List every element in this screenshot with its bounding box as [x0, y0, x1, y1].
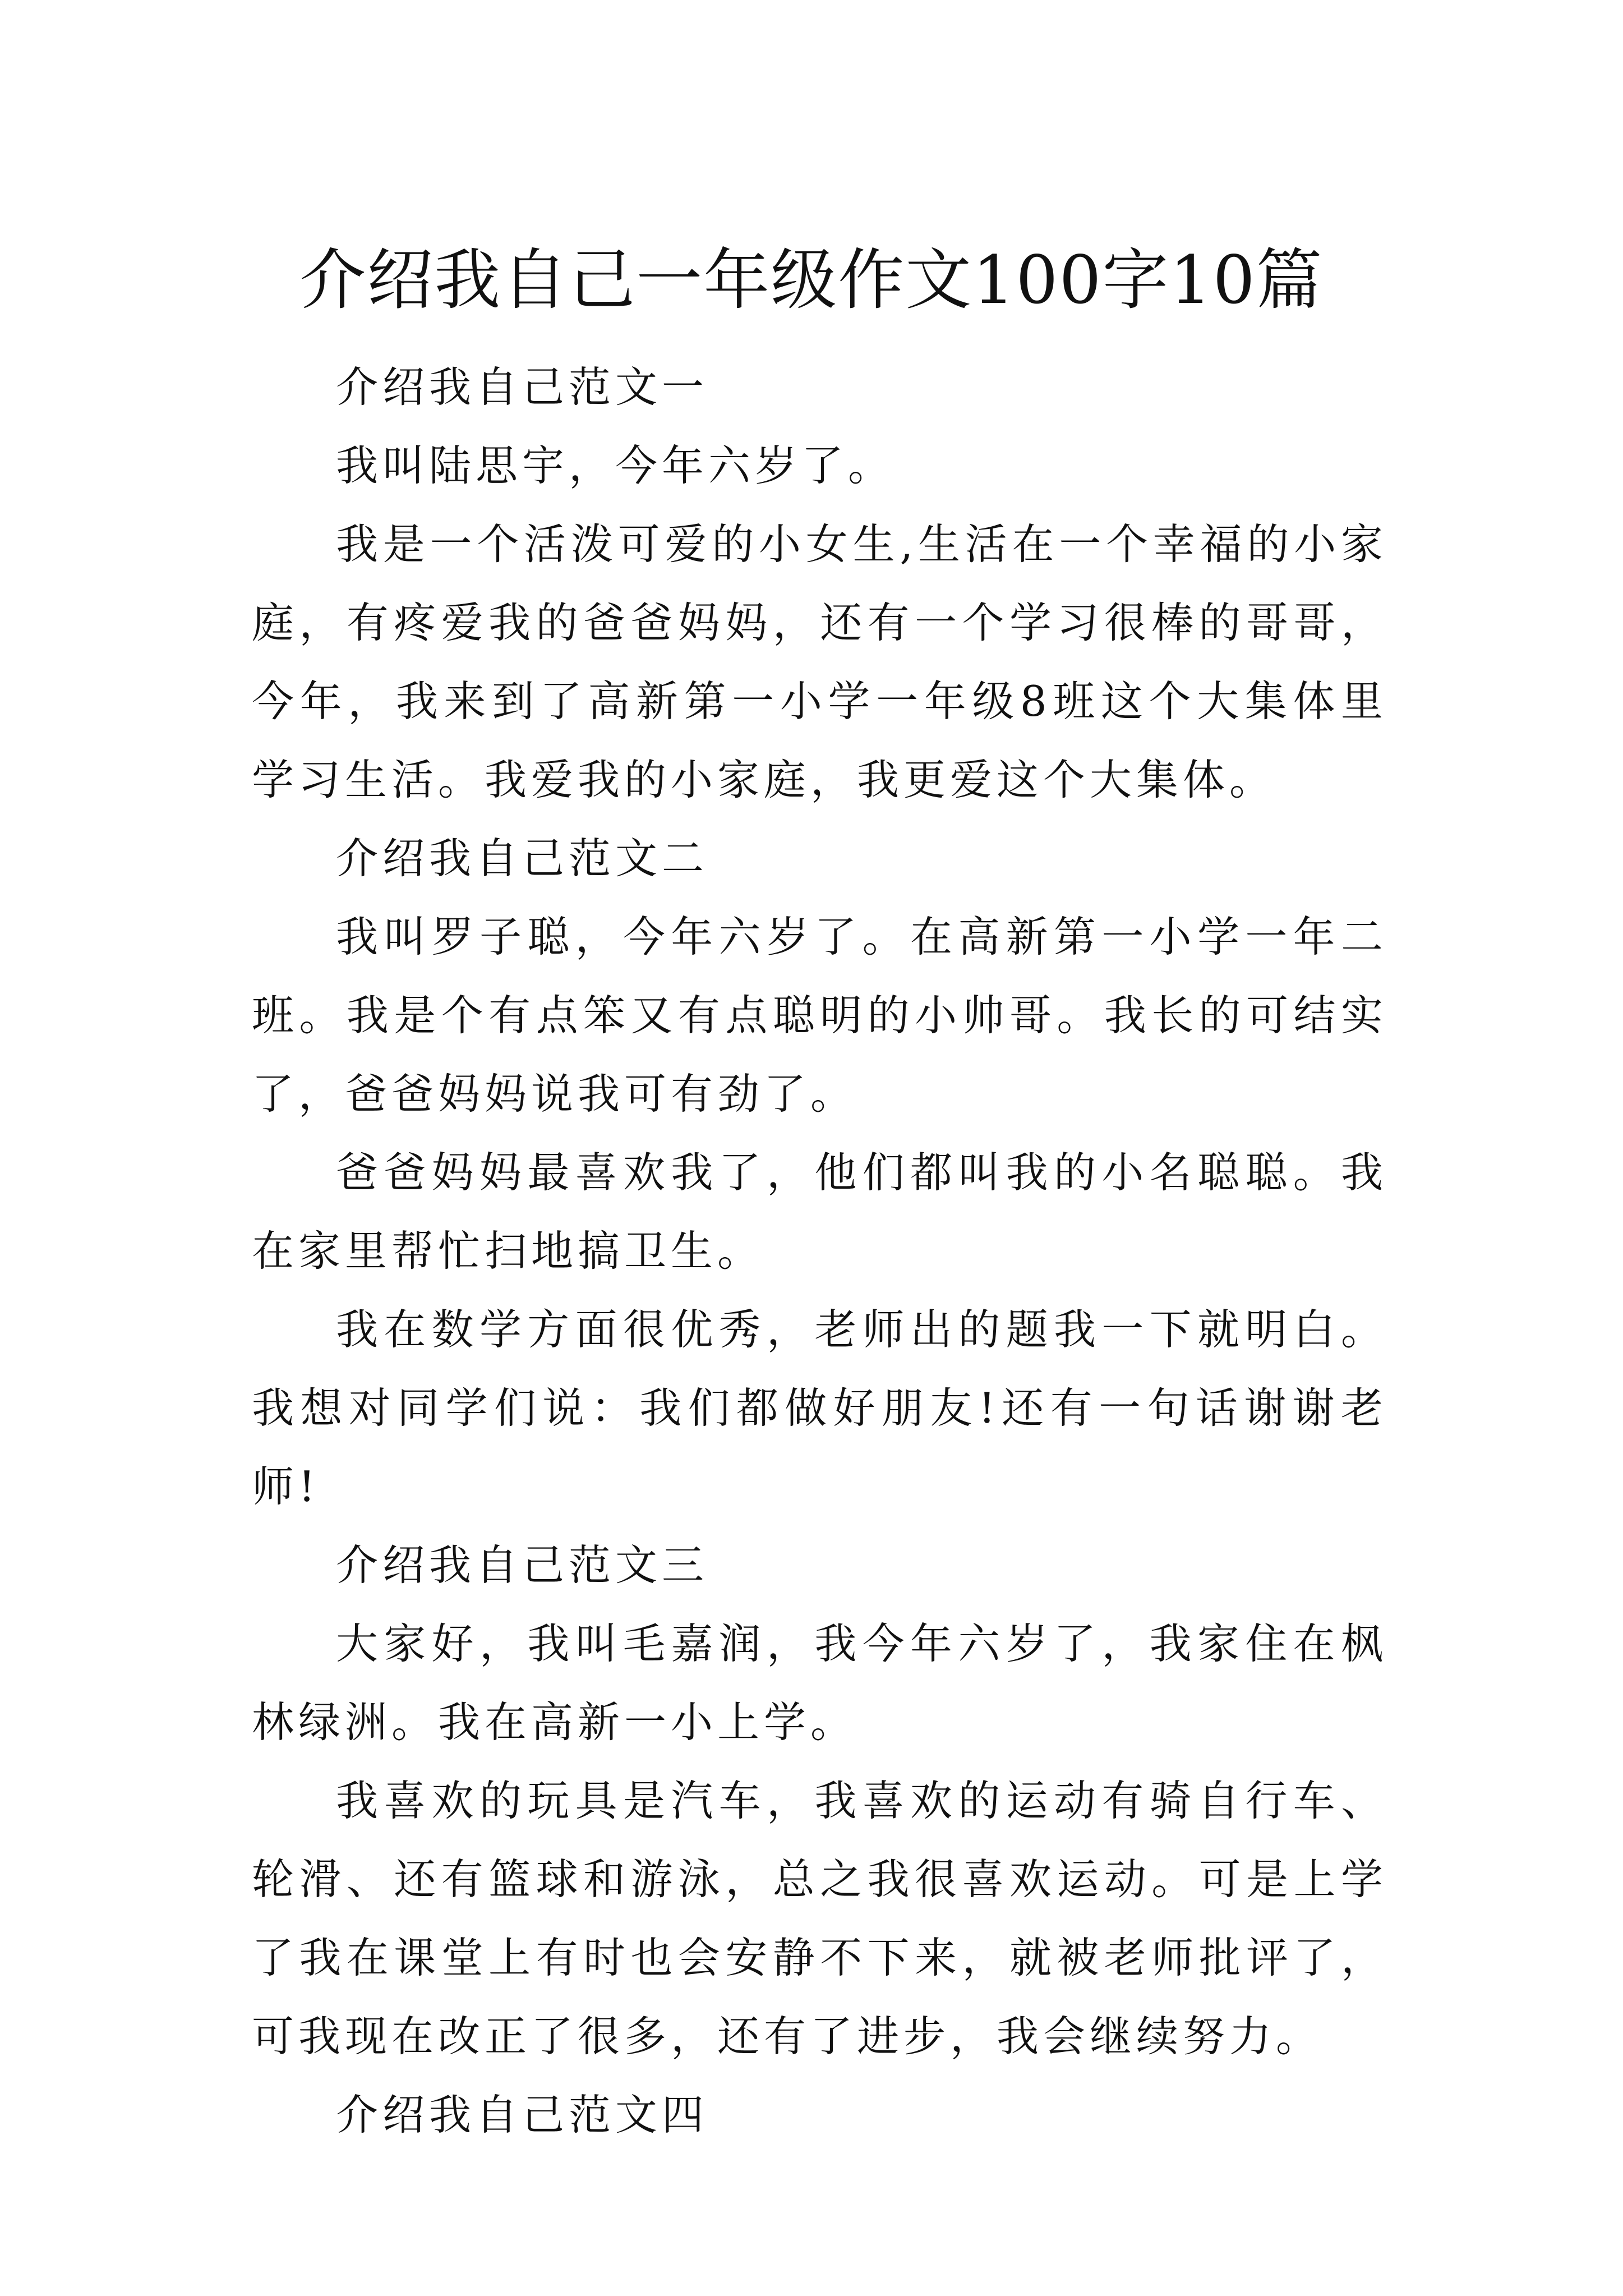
paragraph: 我喜欢的玩具是汽车，我喜欢的运动有骑自行车、轮滑、还有篮球和游泳，总之我很喜欢运动。可是上学了我在课堂上有时也会安静不下来，就被老师批评了，可我现在改正了很多，还有了进步，我会继续努力。: [252, 1776, 1387, 2061]
section-heading: 介绍我自己范文四: [336, 2090, 709, 2139]
section-heading: 介绍我自己范文一: [336, 362, 709, 412]
paragraph: 我是一个活泼可爱的小女生,生活在一个幸福的小家庭，有疼爱我的爸爸妈妈，还有一个学习很棒的哥哥，今年，我来到了高新第一小学一年级8班这个大集体里学习生活。我爱我的小家庭，我更爱这个大集体。: [252, 519, 1387, 804]
paragraph: 大家好，我叫毛嘉润，我今年六岁了，我家住在枫林绿洲。我在高新一小上学。: [252, 1619, 1387, 1747]
paragraph: 我叫陆思宇，今年六岁了。: [336, 441, 895, 490]
section-heading: 介绍我自己范文三: [336, 1540, 709, 1590]
document-body: [252, 348, 1387, 2154]
paragraph: 我叫罗子聪，今年六岁了。在高新第一小学一年二班。我是个有点笨又有点聪明的小帅哥。我长的可结实了，爸爸妈妈说我可有劲了。: [252, 912, 1387, 1119]
paragraph: 爸爸妈妈最喜欢我了，他们都叫我的小名聪聪。我在家里帮忙扫地搞卫生。: [252, 1148, 1387, 1276]
paragraph: 我在数学方面很优秀，老师出的题我一下就明白。我想对同学们说：我们都做好朋友!还有一句话谢谢老师!: [252, 1305, 1387, 1511]
section-heading: 介绍我自己范文二: [336, 834, 709, 883]
document-title: 介绍我自己一年级作文100字10篇: [299, 241, 1324, 319]
